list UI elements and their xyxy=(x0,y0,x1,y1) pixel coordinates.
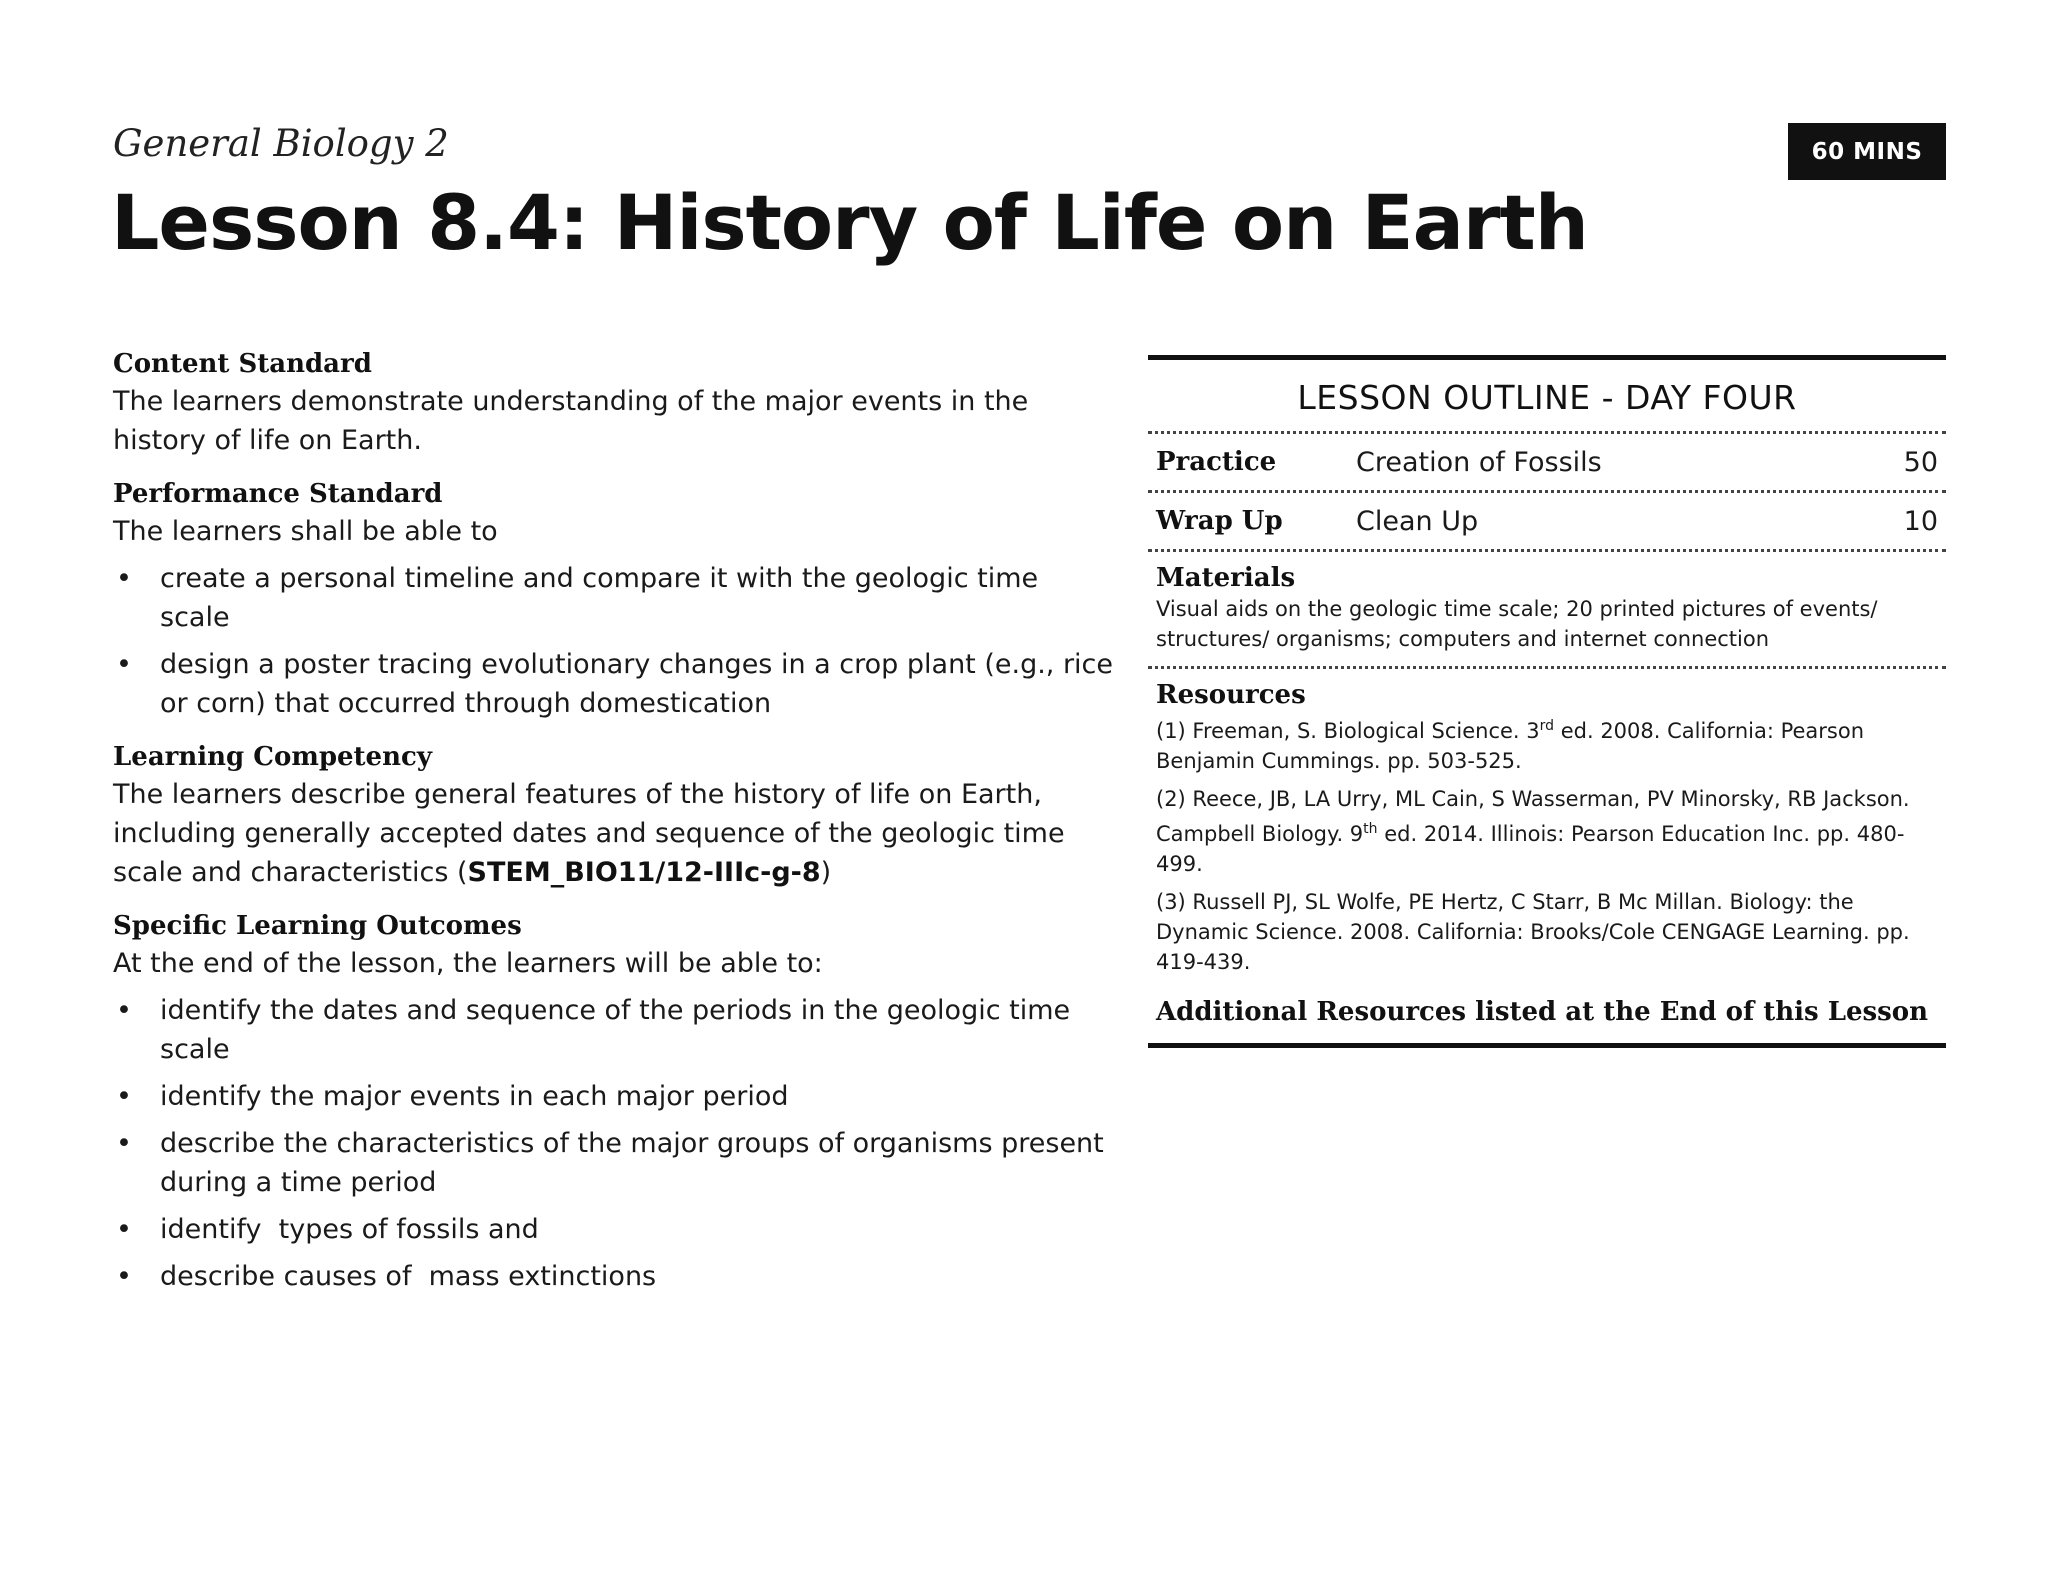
outline-title: LESSON OUTLINE - DAY FOUR xyxy=(1297,378,1797,417)
outcomes-heading: Specific Learning Outcomes xyxy=(113,911,522,941)
performance-standard-section xyxy=(113,476,1113,723)
resource-item: (1) Freeman, S. Biological Science. 3rd ed. 2008. California: Pearson Benjamin Cummings. pp. 503-525. xyxy=(1156,718,1865,773)
outline-row-label: Wrap Up xyxy=(1156,506,1283,536)
list-item: • describe causes of mass extinctions xyxy=(113,1257,1113,1296)
resources-heading: Resources xyxy=(1156,680,1306,710)
outline-row-activity: Clean Up xyxy=(1356,505,1479,537)
lesson-outline-box xyxy=(1148,355,1946,1048)
additional-resources-note: Additional Resources listed at the End of this Lesson xyxy=(1156,997,1929,1027)
outline-row-practice xyxy=(1148,434,1946,490)
content-standard-heading: Content Standard xyxy=(113,349,372,379)
list-item: • describe the characteristics of the major groups of organisms present during a time period xyxy=(113,1124,1113,1202)
learning-competency-section xyxy=(113,739,1113,892)
bullet-icon: • xyxy=(116,995,132,1026)
performance-standard-list xyxy=(113,559,1113,723)
outcomes-section xyxy=(113,908,1113,1296)
performance-standard-heading: Performance Standard xyxy=(113,479,443,509)
competency-code: STEM_BIO11/12-IIIc-g-8 xyxy=(467,857,821,888)
materials-heading: Materials xyxy=(1156,563,1296,593)
bullet-icon: • xyxy=(116,649,132,680)
duration-badge: 60 MINS xyxy=(1788,123,1946,180)
list-item: • design a poster tracing evolutionary changes in a crop plant (e.g., rice or corn) that occurred through domestication xyxy=(113,645,1113,723)
materials-block xyxy=(1148,552,1946,666)
list-item: • identify the major events in each major period xyxy=(113,1077,1113,1116)
lesson-title: Lesson 8.4: History of Life on Earth xyxy=(111,178,1588,267)
performance-standard-text: The learners shall be able to xyxy=(113,516,498,547)
bullet-icon: • xyxy=(116,1128,132,1159)
resources-block xyxy=(1148,669,1946,989)
bullet-icon: • xyxy=(116,1081,132,1112)
outline-row-activity: Creation of Fossils xyxy=(1356,446,1602,478)
outline-row-wrap-up xyxy=(1148,493,1946,549)
learning-competency-text: The learners describe general features of the history of life on Earth, including generally accepted dates and sequence of the geologic time scale and characteristics (STEM_BIO11/12-IIIc-g-8) xyxy=(113,779,1065,888)
content-standard-section xyxy=(113,346,1113,460)
materials-text: Visual aids on the geologic time scale; 20 printed pictures of events/ structures/ organisms; computers and internet connection xyxy=(1156,597,1878,651)
resource-item: (3) Russell PJ, SL Wolfe, PE Hertz, C Starr, B Mc Millan. Biology: the Dynamic Science. 2008. California: Brooks/Cole CENGAGE Learning. pp. 419-439. xyxy=(1156,890,1910,974)
outline-row-minutes: 50 xyxy=(1903,446,1938,478)
learning-competency-heading: Learning Competency xyxy=(113,742,432,772)
bullet-icon: • xyxy=(116,563,132,594)
list-item: • identify types of fossils and xyxy=(113,1210,1113,1249)
lesson-details xyxy=(113,346,1113,1312)
outcomes-list xyxy=(113,991,1113,1296)
subject-label: General Biology 2 xyxy=(113,122,449,165)
resource-item: (2) Reece, JB, LA Urry, ML Cain, S Wasserman, PV Minorsky, RB Jackson. Campbell Biology. 9th ed. 2014. Illinois: Pearson Education Inc. pp. 480-499. xyxy=(1156,787,1910,876)
outcomes-text: At the end of the lesson, the learners will be able to: xyxy=(113,948,823,979)
bullet-icon: • xyxy=(116,1261,132,1292)
content-standard-text: The learners demonstrate understanding of the major events in the history of life on Earth. xyxy=(113,386,1029,456)
outline-row-minutes: 10 xyxy=(1903,505,1938,537)
bullet-icon: • xyxy=(116,1214,132,1245)
list-item: • identify the dates and sequence of the periods in the geologic time scale xyxy=(113,991,1113,1069)
list-item: • create a personal timeline and compare it with the geologic time scale xyxy=(113,559,1113,637)
outline-row-label: Practice xyxy=(1156,447,1277,477)
